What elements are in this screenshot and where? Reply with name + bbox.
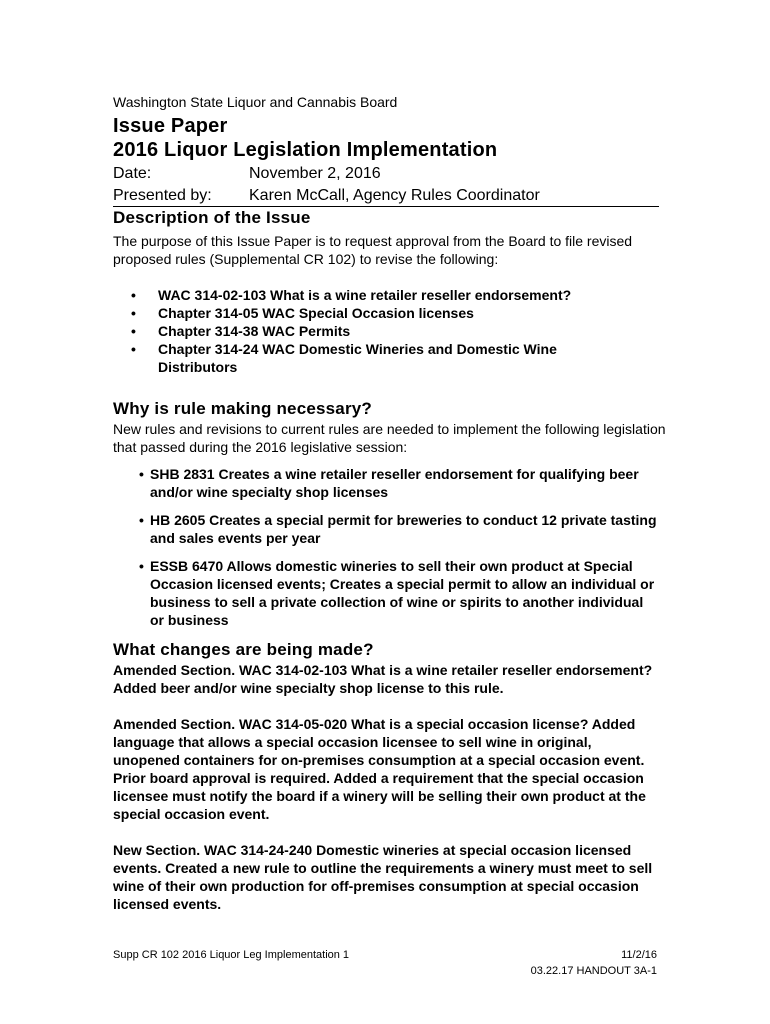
change-paragraph: Amended Section. WAC 314-02-103 What is a wine retailer reseller endorsement? Added beer and/or wine specialty shop license to this rule. (113, 662, 653, 696)
footer-handout-stamp: 03.22.17 HANDOUT 3A-1 (530, 965, 657, 977)
list-item: • Chapter 314-38 WAC Permits (131, 322, 631, 340)
list-item: • WAC 314-02-103 What is a wine retailer reseller endorsement? (131, 286, 631, 304)
presenter-value: Karen McCall, Agency Rules Coordinator (249, 187, 540, 204)
header-divider (113, 206, 659, 207)
agency-name: Washington State Liquor and Cannabis Board (113, 94, 398, 110)
necessity-text: New rules and revisions to current rules are needed to implement the following legislation that passed during the 2016 legislative session: (113, 421, 666, 455)
rule-list (131, 286, 631, 376)
description-heading: Description of the Issue (113, 208, 311, 227)
footer-doc-label: Supp CR 102 2016 Liquor Leg Implementation 1 (113, 949, 350, 961)
changes-heading: What changes are being made? (113, 640, 374, 659)
date-value: November 2, 2016 (249, 165, 381, 182)
list-item: • ESSB 6470 Allows domestic wineries to sell their own product at Special Occasion licensed events; Creates a special permit to allow an individual or business to sell a private collection of wine or spirits to another individual or business (139, 557, 659, 629)
legislation-list (139, 465, 659, 639)
footer-date: 11/2/16 (621, 949, 657, 961)
list-item: • Chapter 314-24 WAC Domestic Wineries and Domestic Wine Distributors (131, 340, 631, 376)
description-text: The purpose of this Issue Paper is to request approval from the Board to file revised proposed rules (Supplemental CR 102) to revise the following: (113, 233, 633, 267)
date-label: Date: (113, 165, 152, 182)
presenter-label: Presented by: (113, 187, 212, 204)
change-paragraph: New Section. WAC 314-24-240 Domestic wineries at special occasion licensed events. Created a new rule to outline the requirements a winery must meet to sell wine of their own production for off-premises consumption at special occasion licensed events. (113, 842, 653, 912)
doc-title-line1: Issue Paper (113, 115, 228, 137)
list-item: • SHB 2831 Creates a wine retailer reseller endorsement for qualifying beer and/or wine specialty shop licenses (139, 465, 659, 501)
necessity-heading: Why is rule making necessary? (113, 399, 373, 418)
doc-title-line2: 2016 Liquor Legislation Implementation (113, 139, 498, 161)
list-item: • Chapter 314-05 WAC Special Occasion licenses (131, 304, 631, 322)
list-item: • HB 2605 Creates a special permit for breweries to conduct 12 private tasting and sales events per year (139, 511, 659, 547)
change-paragraph: Amended Section. WAC 314-05-020 What is a special occasion license? Added language that allows a special occasion licensee to sell wine in original, unopened containers for on-premises consumption at a special occasion event. Prior board approval is required. Added a requirement that the special occasion licensee must notify the board if a winery will be selling their own product at the special occasion event. (113, 716, 646, 822)
